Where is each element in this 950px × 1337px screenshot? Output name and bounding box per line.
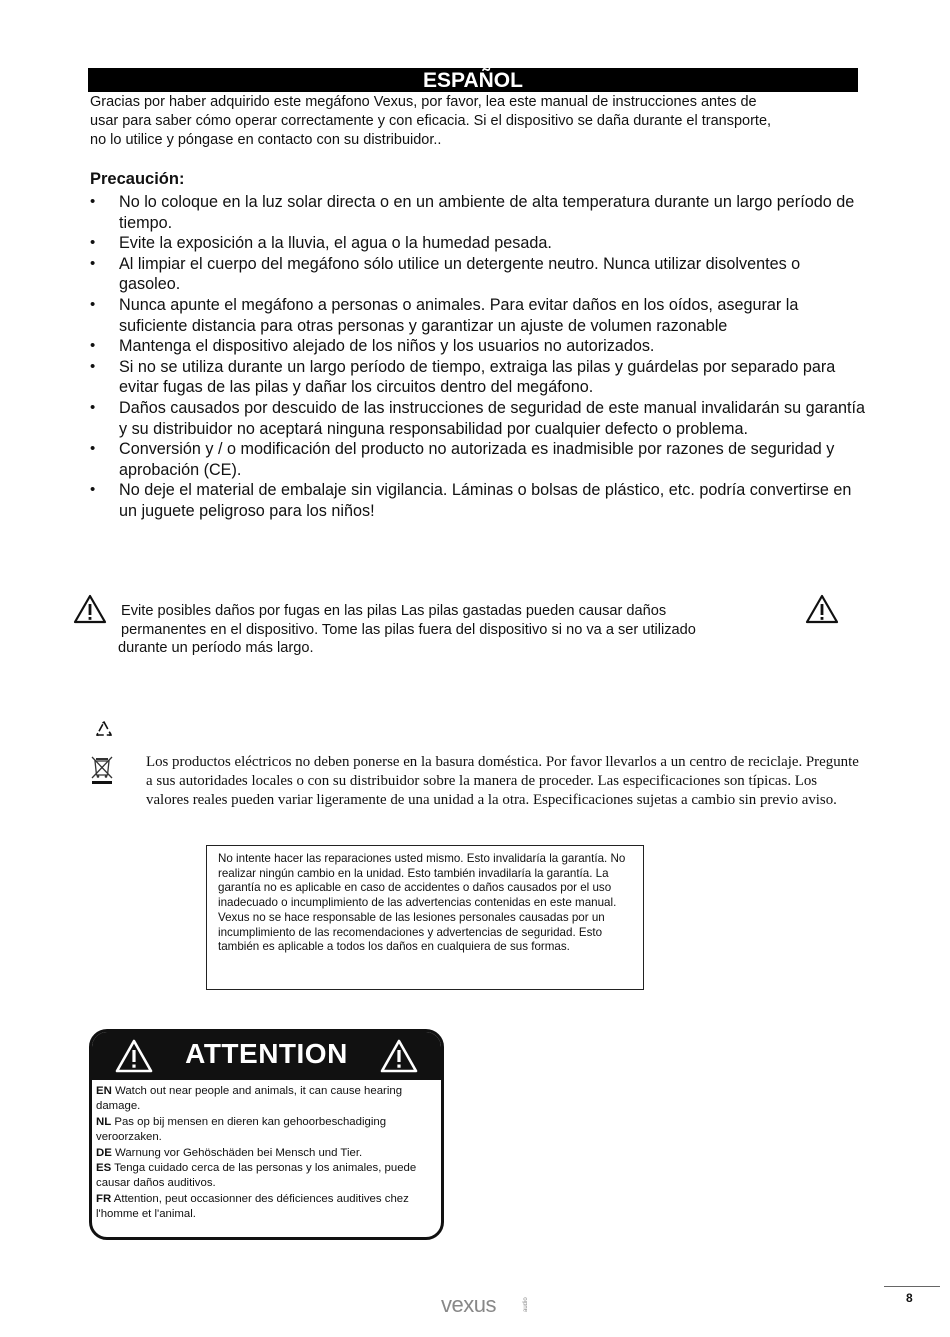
intro-line: Gracias por haber adquirido este megáfono Vexus, por favor, lea este manual de instrucciones antes de (90, 94, 757, 110)
precaution-item: • Daños causados por descuido de las instrucciones de seguridad de este manual invalidarán su garantía y su distribuidor no aceptará ninguna responsabilidad por cualquier defecto o problema. (90, 398, 865, 439)
crossed-bin-icon (89, 754, 115, 786)
section-title: ESPAÑOL (423, 69, 523, 92)
precaution-item: • Evite la exposición a la lluvia, el agua o la humedad pesada. (90, 233, 865, 254)
precaution-item: • Mantenga el dispositivo alejado de los niños y los usuarios no autorizados. (90, 336, 865, 357)
language-code: EN (96, 1085, 112, 1097)
intro-line: no lo utilice y póngase en contacto con su distribuidor.. (90, 132, 442, 148)
attention-entry-text: Warnung vor Gehöschäden bei Mensch und Tier. (115, 1146, 363, 1159)
intro-paragraph (90, 93, 865, 150)
language-code: ES (96, 1162, 112, 1175)
precaution-item: • Si no se utiliza durante un largo período de tiempo, extraiga las pilas y guárdelas por separado para evitar fugas de las pilas y dañar los circuitos dentro del megáfono. (90, 357, 865, 398)
attention-entry-text: Tenga cuidado cerca de las personas y los animales, puede causar daños auditivos. (96, 1162, 417, 1190)
attention-entry-text: Watch out near people and animals, it can cause hearing damage. (96, 1085, 403, 1113)
logo-sub: audio (523, 1297, 529, 1312)
attention-entry (96, 1084, 433, 1115)
battery-warning-line: permanentes en el dispositivo. Tome las pilas fuera del dispositivo si no va a ser utilizado (121, 621, 696, 638)
warning-triangle-icon (73, 594, 107, 624)
attention-entry-text: Attention, peut occasionner des déficiences auditives chez l'homme et l'animal. (96, 1192, 409, 1221)
precaution-item: • Nunca apunte el megáfono a personas o animales. Para evitar daños en los oídos, asegurar la suficiente distancia para otras personas y garantizar un ajuste de volumen razonable (90, 295, 865, 336)
vexus-logo (441, 1292, 533, 1316)
page-number: 8 (906, 1291, 913, 1305)
battery-warning-line: durante un período más largo. (118, 640, 314, 657)
language-code: FR (96, 1192, 112, 1205)
repair-notice-text: No intente hacer las reparaciones usted mismo. Esto invalidaría la garantía. No realizar ningún cambio en la unidad. Esto también invadilaría la garantía. La garantía no es aplicable en caso de accidentes o daños causados por el uso inadecuado o incumplimiento de las advertencias contenidas en este manual. Vexus no se hace responsable de las lesiones personales causadas por un incumplimiento de las recomendaciones y advertencias de seguridad. Esto también es aplicable a todos los daños en cualquiera de sus formas. (218, 852, 626, 954)
attention-entry (96, 1192, 433, 1223)
attention-label (89, 1029, 444, 1240)
attention-entry (96, 1161, 433, 1192)
attention-body (92, 1080, 441, 1223)
precaution-item: • Al limpiar el cuerpo del megáfono sólo utilice un detergente neutro. Nunca utilizar disolventes o gasoleo. (90, 254, 865, 295)
precaution-item: • No lo coloque en la luz solar directa o en un ambiente de alta temperatura durante un largo período de tiempo. (90, 192, 865, 233)
section-header (88, 68, 858, 92)
warning-triangle-icon (805, 594, 839, 624)
repair-notice-box (206, 845, 644, 990)
battery-warning-line: Evite posibles daños por fugas en las pilas Las pilas gastadas pueden causar daños (121, 603, 667, 619)
logo-text: vexus (441, 1292, 496, 1316)
attention-entry (96, 1115, 433, 1146)
intro-line: usar para saber cómo operar correctamente y con eficacia. Si el dispositivo se daña durante el transporte, (90, 113, 772, 129)
recycling-text: Los productos eléctricos no deben ponerse en la basura doméstica. Por favor llevarlos a un centro de reciclaje. Pregunte a sus autoridades locales o con su distribuidor sobre la manera de proceder. Las especificaciones son típicas. Los valores reales pueden variar ligeramente de una unidad a la otra. Especificaciones sujetas a cambio sin previo aviso. (146, 754, 859, 808)
attention-title: ATTENTION (185, 1038, 348, 1069)
precaution-item: • Conversión y / o modificación del producto no autorizada es inadmisible por razones de seguridad y aprobación (CE). (90, 439, 865, 480)
precaution-title: Precaución: (90, 170, 185, 188)
language-code: NL (96, 1115, 112, 1128)
precaution-list (90, 192, 865, 522)
attention-header (92, 1032, 441, 1080)
attention-entry (96, 1146, 433, 1161)
recycle-icon (94, 720, 114, 740)
attention-entry-text: Pas op bij mensen en dieren kan gehoorbeschadiging veroorzaken. (96, 1115, 387, 1144)
footer-rule (884, 1286, 940, 1287)
battery-warning-text (118, 602, 778, 658)
language-code: DE (96, 1146, 112, 1159)
warning-triangle-icon (379, 1038, 419, 1074)
precaution-item: • No deje el material de embalaje sin vigilancia. Láminas o bolsas de plástico, etc. podría convertirse en un juguete peligroso para los niños! (90, 480, 865, 521)
